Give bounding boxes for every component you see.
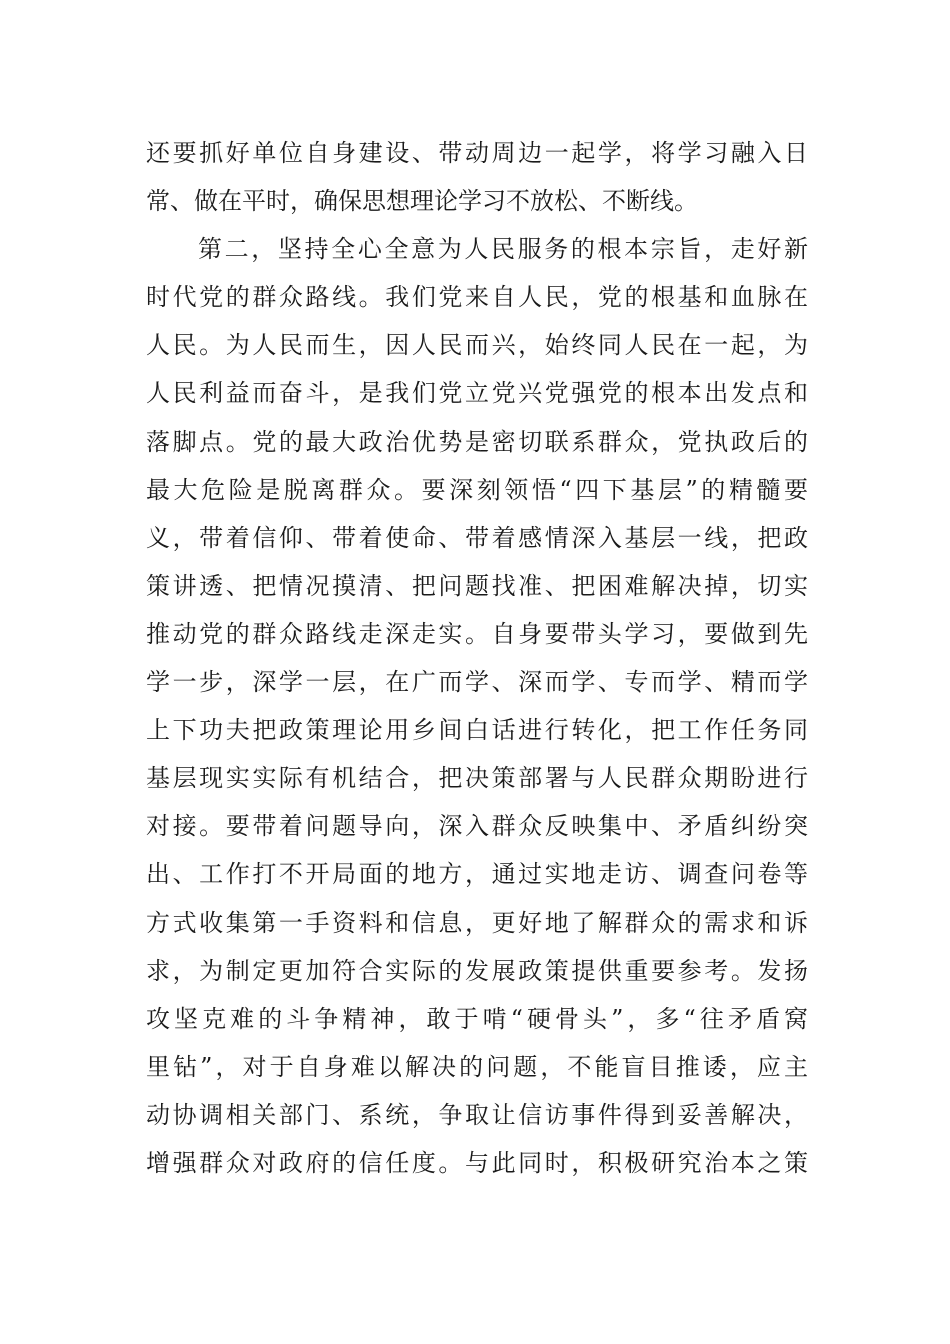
text-line: 里钻”，对于自身难以解决的问题，不能盲目推诿，应主: [146, 1052, 808, 1081]
body-text: [146, 129, 808, 1187]
text-line: 人民利益而奋斗，是我们党立党兴党强党的根本出发点和: [146, 379, 808, 408]
text-line: 最大危险是脱离群众。要深刻领悟“四下基层”的精髓要: [146, 475, 808, 504]
text-line: 增强群众对政府的信任度。与此同时，积极研究治本之策: [146, 1148, 808, 1177]
text-line: 义，带着信仰、带着使命、带着感情深入基层一线，把政: [146, 523, 808, 552]
text-line: 人民。为人民而生，因人民而兴，始终同人民在一起，为: [146, 331, 808, 360]
text-line: 时代党的群众路线。我们党来自人民，党的根基和血脉在: [146, 283, 808, 312]
text-line: 出、工作打不开局面的地方，通过实地走访、调查问卷等: [146, 860, 808, 889]
text-line: 方式收集第一手资料和信息，更好地了解群众的需求和诉: [146, 908, 808, 937]
text-line: 推动党的群众路线走深走实。自身要带头学习，要做到先: [146, 619, 808, 648]
text-line: 常、做在平时，确保思想理论学习不放松、不断线。: [146, 187, 698, 216]
text-line: 求，为制定更加符合实际的发展政策提供重要参考。发扬: [146, 956, 808, 985]
text-line: 攻坚克难的斗争精神，敢于啃“硬骨头”，多“往矛盾窝: [146, 1004, 808, 1033]
text-line: 还要抓好单位自身建设、带动周边一起学，将学习融入日: [146, 139, 808, 167]
text-line: 上下功夫把政策理论用乡间白话进行转化，把工作任务同: [146, 716, 808, 745]
text-line: 学一步，深学一层，在广而学、深而学、专而学、精而学: [146, 668, 808, 697]
text-line: 对接。要带着问题导向，深入群众反映集中、矛盾纠纷突: [146, 812, 808, 841]
paragraph-first-line: 第二，坚持全心全意为人民服务的根本宗旨，走好新: [198, 235, 808, 264]
text-line: 动协调相关部门、系统，争取让信访事件得到妥善解决，: [146, 1100, 808, 1129]
text-line: 落脚点。党的最大政治优势是密切联系群众，党执政后的: [146, 427, 808, 456]
text-line: 基层现实实际有机结合，把决策部署与人民群众期盼进行: [146, 764, 808, 793]
text-line: 策讲透、把情况摸清、把问题找准、把困难解决掉，切实: [146, 571, 808, 600]
